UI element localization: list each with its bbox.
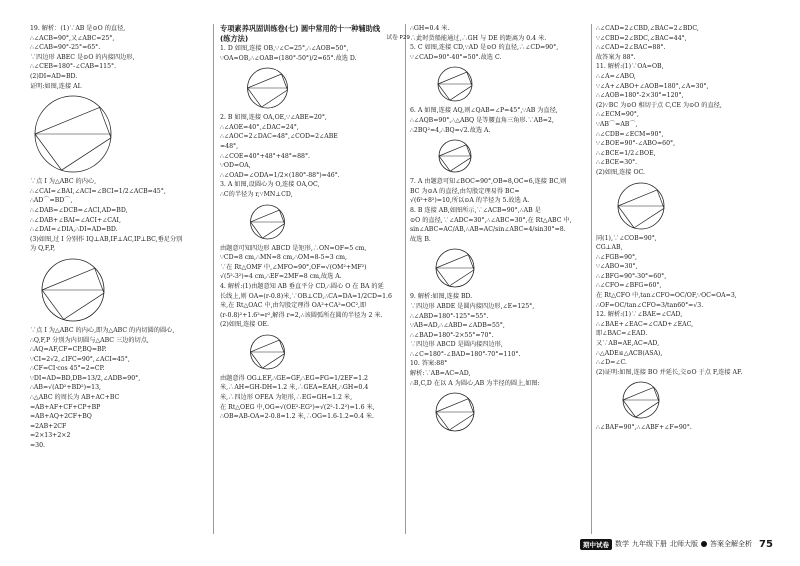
geometry-figure (30, 93, 116, 175)
text-line: ∴AQ=AF,CF=CP,BQ=BP. (30, 346, 107, 354)
text-line: ∵∠ABO=30°, (596, 263, 638, 271)
subject-label: 数学 (615, 540, 629, 548)
text-line: 即∠BAC=∠EAD. (596, 330, 648, 338)
geometry-figure (410, 137, 500, 175)
text-line: ∵四边形 ABEC 是⊙O 的内接四边形, (30, 53, 135, 61)
geometry-figure (410, 64, 500, 104)
text-line: ∴∠AOC=2∠DAC=48°,∠COD=2∠ABE (220, 133, 338, 141)
text-line: ∴∠AOE=40°,∠DAC=24°, (220, 123, 299, 131)
text-line: ∴△ABC 的周长为 AB+AC+BC (30, 394, 120, 402)
text-line: ∴∠C=180°-∠BAD=180°-70°=110°. (410, 350, 521, 358)
text-line: =48°, (220, 142, 239, 150)
text-line: 8. B 连接 AB,如图所示,∵∠ACB=90°,∴AB 是 (410, 206, 541, 214)
text-line: =2AB+2CF (30, 422, 67, 430)
text-line: ∴OB=AB-OA=2-0.8=1.2 米,∴OG=1.6-1.2=0.4 米. (220, 413, 375, 421)
section-subtitle: (练方法) (220, 34, 249, 43)
text-line: ∵四边形 ABDE 是圆内接四边形,∠E=125°, (410, 302, 535, 310)
text-line: ∵∠BOE=90°-∠ABO=60°, (596, 140, 676, 148)
text-line: 5. C 如图,连接 CD,∵AD 是⊙O 的直径,∴∠CD=90°, (410, 44, 559, 52)
text-line: ∵AB⌒=AB⌒, (596, 120, 638, 128)
column-2-body (220, 44, 410, 422)
text-line: ∴∠CDB=∠ECM=90°, (596, 130, 664, 138)
text-line: =AB+AQ+2CF+BQ (30, 413, 92, 421)
text-line: ∴∠CAD=2∠BAC=88°. (596, 44, 666, 52)
text-line: (r-0.8)²+1.6²=r²,解得 r=2,∴该圆弧所在圆的半径为 2 米. (220, 311, 383, 319)
text-line: ∵∠CAD=90°-40°=50°.故选 C. (410, 53, 502, 61)
text-line: =2×13+2×2 (30, 432, 71, 440)
paper-reference: 试卷 P29 (386, 35, 410, 41)
text-line: ∴AB=√(AD²+BD²)=13, (30, 384, 102, 392)
answer-label: 答案全解全析 (710, 540, 752, 548)
text-line: 故选 B. (410, 235, 431, 243)
text-line: 在 Rt△OEG 中,OG=√(OE²-EG²)=√(2²-1.2²)=1.6 米, (220, 403, 375, 411)
text-line: ∵DI=AD=BD,DB=13/2,∠ADB=90°, (30, 374, 141, 382)
text-line: 10. 答案:88° (410, 360, 448, 368)
grade-label: 九年级下册 (632, 540, 667, 548)
text-line: ∵OA=OB,∴∠OAB=(180°-50°)/2=65°.故选 D. (220, 54, 357, 62)
text-line: 3. A 如图,设圆心为 O,连接 OA,OC, (220, 181, 320, 189)
text-line: (2)如图,连接 OC. (596, 168, 646, 176)
text-line: ∵∠A+∠ABO+∠AOB=180°,∠A=30°, (596, 82, 709, 90)
text-line: (3)如图,过 I 分别作 IQ⊥AB,IF⊥AC,IP⊥BC,垂足分别 (30, 235, 183, 243)
page-footer (580, 537, 773, 551)
geometry-figure (410, 246, 500, 290)
text-line: ∴Q,F,P 分别为内切圆与△ABC 三边的切点, (30, 336, 149, 344)
text-line: ∴∠FGB=90°, (596, 253, 638, 261)
column-divider-3 (591, 24, 592, 534)
text-line: ∴∠ACB=90°,又∠ABC=25°, (30, 34, 115, 42)
text-line: 6. A 如图,连接 AQ,则∠QAB=∠P=45°,∵AB 为直径, (410, 107, 558, 115)
text-line: ∴∠BAF=90°,∴∠ABF+∠F=90°. (596, 424, 692, 432)
text-line: ∴∠CFO=∠BFG=60°, (596, 282, 662, 290)
text-line: ∴GH=0.4 米. (410, 25, 450, 32)
text-line: ∴∠CAB=90°-25°=65°. (30, 44, 101, 52)
text-line: ∵在 Rt△OMF 中,∠MFO=90°,OF=√(OM²+MF²) (220, 263, 367, 271)
text-line: ∴∠DAB=∠DCB=∠ACI,AD=BD, (30, 206, 128, 214)
text-line: 米,∴AH=GH-DH=1.2 米,∴GEA=EAH,∴GH=0.4 (220, 384, 369, 392)
text-line: 故答案为 88°. (596, 53, 636, 61)
text-line: ∴C的半径为 r,∵MN⊥CD, (220, 190, 293, 198)
text-line: 由题意可知四边形 ABCD 是矩形,∴ON=OF=5 cm, (220, 244, 367, 252)
text-line: ∴∠ECM=90°, (596, 111, 639, 119)
text-line: ∴CF=CI·cos 45°=2=CP. (30, 365, 105, 373)
text-line: √(5²-3²)=4 cm,∴EF=2MF=8 cm,故选 A. (220, 273, 342, 281)
text-line: ∴△ADE≌△ACB(ASA), (596, 349, 663, 357)
edition-label: 北师大版 (670, 540, 698, 548)
text-line: ∴∠BCE=30°. (596, 159, 638, 167)
geometry-figure (220, 332, 315, 372)
text-line: ∴∠COE=40°+48°+48°=88°. (220, 152, 311, 160)
text-line: (2)如图,连接 OE. (220, 321, 270, 329)
text-line: ∴∠BFG=90°-30°=60°, (596, 272, 667, 280)
text-line: 11. 解析:(1)∵OA=OB, (596, 63, 664, 71)
text-line: ∵点 I 为△ABC 的内心,即为△ABC 的内切圆的圆心, (30, 326, 175, 334)
column-4 (596, 24, 776, 433)
text-line: =AB+AF+CF+CP+BP (30, 403, 101, 411)
text-line: ∴∠D=∠C. (596, 359, 627, 367)
text-line: ∴∠CAI=∠BAI,∠ACI=∠BCI=1/2∠ACB=45°, (30, 187, 166, 195)
section-header: 专项素养巩固训练卷(七) 圆中常用的十一种辅助线 (220, 24, 381, 33)
text-line: ∴∠CAD=2∠CBD,∠BAC=2∠BDC, (596, 25, 699, 32)
page-number: 75 (759, 538, 773, 550)
text-line: 米,∴四边形 OFEA 为矩形,∴EG=GH=1.2 米, (220, 394, 353, 402)
geometry-figure (220, 202, 315, 242)
text-line: ∴B,C,D 在以 A 为圆心,AB 为半径的圆上,如图: (410, 379, 540, 387)
text-line: 又∵AB=AE,AC=AD, (596, 340, 660, 348)
bullet-icon (701, 541, 707, 547)
section-subheader (220, 34, 410, 44)
column-divider-1 (213, 24, 214, 534)
text-line: 9. 解析:如图,连接 BD. (410, 293, 473, 301)
text-line: ∵CI=2√2,∠IFC=90°,∠ACI=45°, (30, 355, 130, 363)
text-line: ∴∠AQB=90°,∴△ABQ 是等腰直角三角形.∵AB=2, (410, 116, 554, 124)
text-line: BC 为⊙A 的直径,由勾股定理易得 BC= (410, 187, 520, 195)
text-line: 同(1),∵∠COB=90°, (596, 234, 657, 242)
column-2 (220, 24, 410, 422)
text-line: =30. (30, 442, 46, 450)
text-line: sin∠ABC=AC/AB,∴AB=AC/sin∠ABC=4/sin30°=8. (410, 226, 566, 234)
text-line: ∵AB=AD,∴∠ABD=∠ADB=55°, (410, 322, 505, 330)
text-line: ∴∠A=∠ABO, (596, 72, 636, 80)
text-line: 为 Q,F,P, (30, 245, 56, 253)
geometry-figure (596, 379, 686, 421)
text-line: ∴OF=OC/tan∠CFO=3/tan60°=√3. (596, 301, 704, 309)
text-line: 19. 解析：(1)∵AB 是⊙O 的直径, (30, 25, 126, 32)
text-line: 长线上,则 OA=(r-0.8)米,∵OB⊥CD,∴CA=DA=1/2CD=1.6 (220, 292, 392, 300)
text-line: 2. B 如图,连接 OA,OE,∵∠ABE=20°, (220, 114, 327, 122)
text-line: CG⊥AB, (596, 244, 623, 252)
text-line: ∴∠BAE+∠EAC=∠CAD+∠EAC, (596, 320, 694, 328)
text-line: 7. A 由题意可知∠BOC=90°,OB=8,OC=6,连接 BC,则 (410, 178, 567, 186)
column-3 (410, 24, 590, 436)
text-line: ∴∠BAD=180°-2×55°=70°. (410, 331, 494, 339)
text-line: ∴∠ABD=180°-125°=55°. (410, 312, 489, 320)
text-line: 12. 解析:(1)∵∠BAE=∠CAD, (596, 311, 683, 319)
text-line: ∴此时货船能通过,∴GH 与 DE 的距离为 0.4 米. (410, 34, 547, 42)
text-line: ∵OD=OA, (220, 162, 251, 170)
text-line: 解析:∵AB=AC=AD, (410, 370, 471, 378)
column-1 (30, 24, 202, 451)
text-line: ⊙O 的直径,∵∠ADC=30°,∴∠ABC=30°,在 Rt△ABC 中, (410, 216, 572, 224)
text-line: 4. 解析:(1)由题意知 AB 垂直平分 CD,∴圆心 O 在 BA 的延 (220, 282, 384, 290)
text-line: ∵CD=8 cm,∴MN=8 cm,∴OM=8-5=3 cm, (220, 254, 347, 262)
text-line: ∴∠AOB=180°-2×30°=120°, (596, 92, 684, 100)
series-badge: 期中试卷 (580, 539, 612, 550)
text-line: 证明:如图,连接 AI. (30, 82, 83, 90)
text-line: ∴∠CEB=180°-∠CAB=115°. (30, 63, 117, 71)
text-line: 由题意得 OG⊥EF,∴GE=GF,∴EG=FG=1/2EF=1.2 (220, 374, 368, 382)
geometry-figure (30, 256, 116, 324)
text-line: 在 Rt△CFO 中,tan∠CFO=OC/OF,∵OC=OA=3, (596, 292, 737, 300)
text-line: (2)∵BC 为⊙O 相切于点 C,CE 为⊙O 的直径, (596, 101, 722, 109)
geometry-figure (596, 180, 686, 232)
text-line: ∴2BQ²=4,∴BQ=√2.故选 A. (410, 126, 491, 134)
text-line: (2)证明:如图,连接 BO 并延长,交⊙O 于点 F,连接 AF. (596, 368, 743, 376)
text-line: ∴AD⌒=BD⌒, (30, 197, 73, 205)
text-line: ∵四边形 ABCD 是圆内接四边形, (410, 341, 503, 349)
text-line: ∴∠OAD=∠ODA=1/2×(180°-88°)=46°. (220, 171, 340, 179)
text-line: ∴∠BCE=1/2∠BOE, (596, 149, 656, 157)
text-line: 1. D 如图,连接 OB,∵∠C=25°,∴∠AOB=50°, (220, 45, 349, 52)
geometry-figure (220, 65, 315, 111)
geometry-figure (410, 390, 500, 434)
text-line: 米,在 Rt△OAC 中,由勾股定理得 OA²+CA²=OC²,即 (220, 302, 367, 310)
text-line: (2)DI=AD=BD. (30, 72, 78, 80)
text-line: ∵∠CBD=2∠BDC,∠BAC=44°, (596, 34, 687, 42)
text-line: ∴∠DAB+∠BAI=∠ACI+∠CAI, (30, 216, 121, 224)
text-line: ∵点 I 为△ABC 的内心, (30, 178, 97, 186)
text-line: √(6²+8²)=10,所以⊙A 的半径为 5.故选 A. (410, 197, 530, 205)
text-line: ∴∠DAI=∠DIA,∴DI=AD=BD. (30, 226, 118, 234)
